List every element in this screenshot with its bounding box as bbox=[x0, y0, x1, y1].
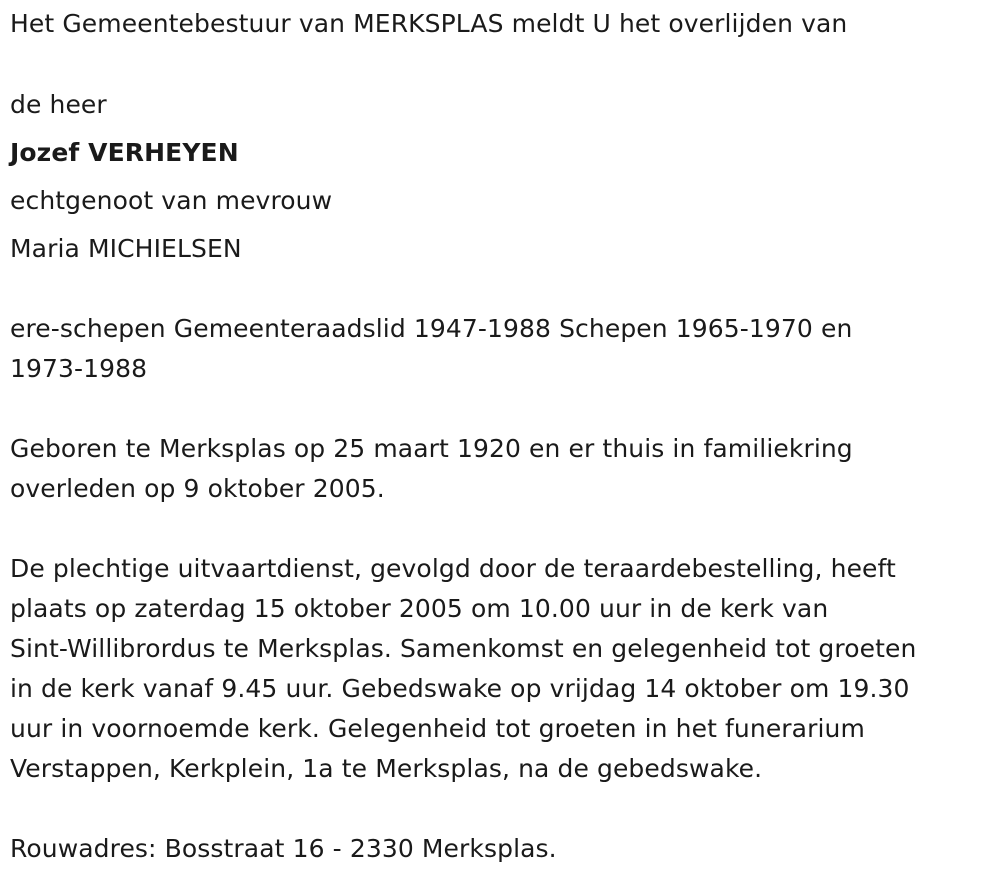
birth-line: Geboren te Merksplas op 25 maart 1920 en er thuis in familiekring bbox=[10, 434, 853, 463]
funeral-line: plaats op zaterdag 15 oktober 2005 om 10.00 uur in de kerk van bbox=[10, 594, 829, 623]
funeral-line: De plechtige uitvaartdienst, gevolgd door de teraardebestelling, heeft bbox=[10, 554, 896, 583]
funeral-line: uur in voornoemde kerk. Gelegenheid tot groeten in het funerarium bbox=[10, 714, 865, 743]
funeral-line: in de kerk vanaf 9.45 uur. Gebedswake op vrijdag 14 oktober om 19.30 bbox=[10, 674, 910, 703]
honorific: de heer bbox=[10, 90, 107, 119]
birth-line: overleden op 9 oktober 2005. bbox=[10, 474, 385, 503]
spouse-name: Maria MICHIELSEN bbox=[10, 234, 242, 263]
deceased-name: Jozef VERHEYEN bbox=[10, 138, 239, 167]
spouse-label: echtgenoot van mevrouw bbox=[10, 186, 333, 215]
mourning-address: Rouwadres: Bosstraat 16 - 2330 Merksplas. bbox=[10, 834, 557, 863]
funeral-line: Verstappen, Kerkplein, 1a te Merksplas, na de gebedswake. bbox=[10, 754, 763, 783]
funeral-line: Sint-Willibrordus te Merksplas. Samenkomst en gelegenheid tot groeten bbox=[10, 634, 917, 663]
functions-line: 1973-1988 bbox=[10, 354, 148, 383]
intro-text: Het Gemeentebestuur van MERKSPLAS meldt U het overlijden van bbox=[10, 9, 848, 38]
functions-line: ere-schepen Gemeenteraadslid 1947-1988 Schepen 1965-1970 en bbox=[10, 314, 853, 343]
